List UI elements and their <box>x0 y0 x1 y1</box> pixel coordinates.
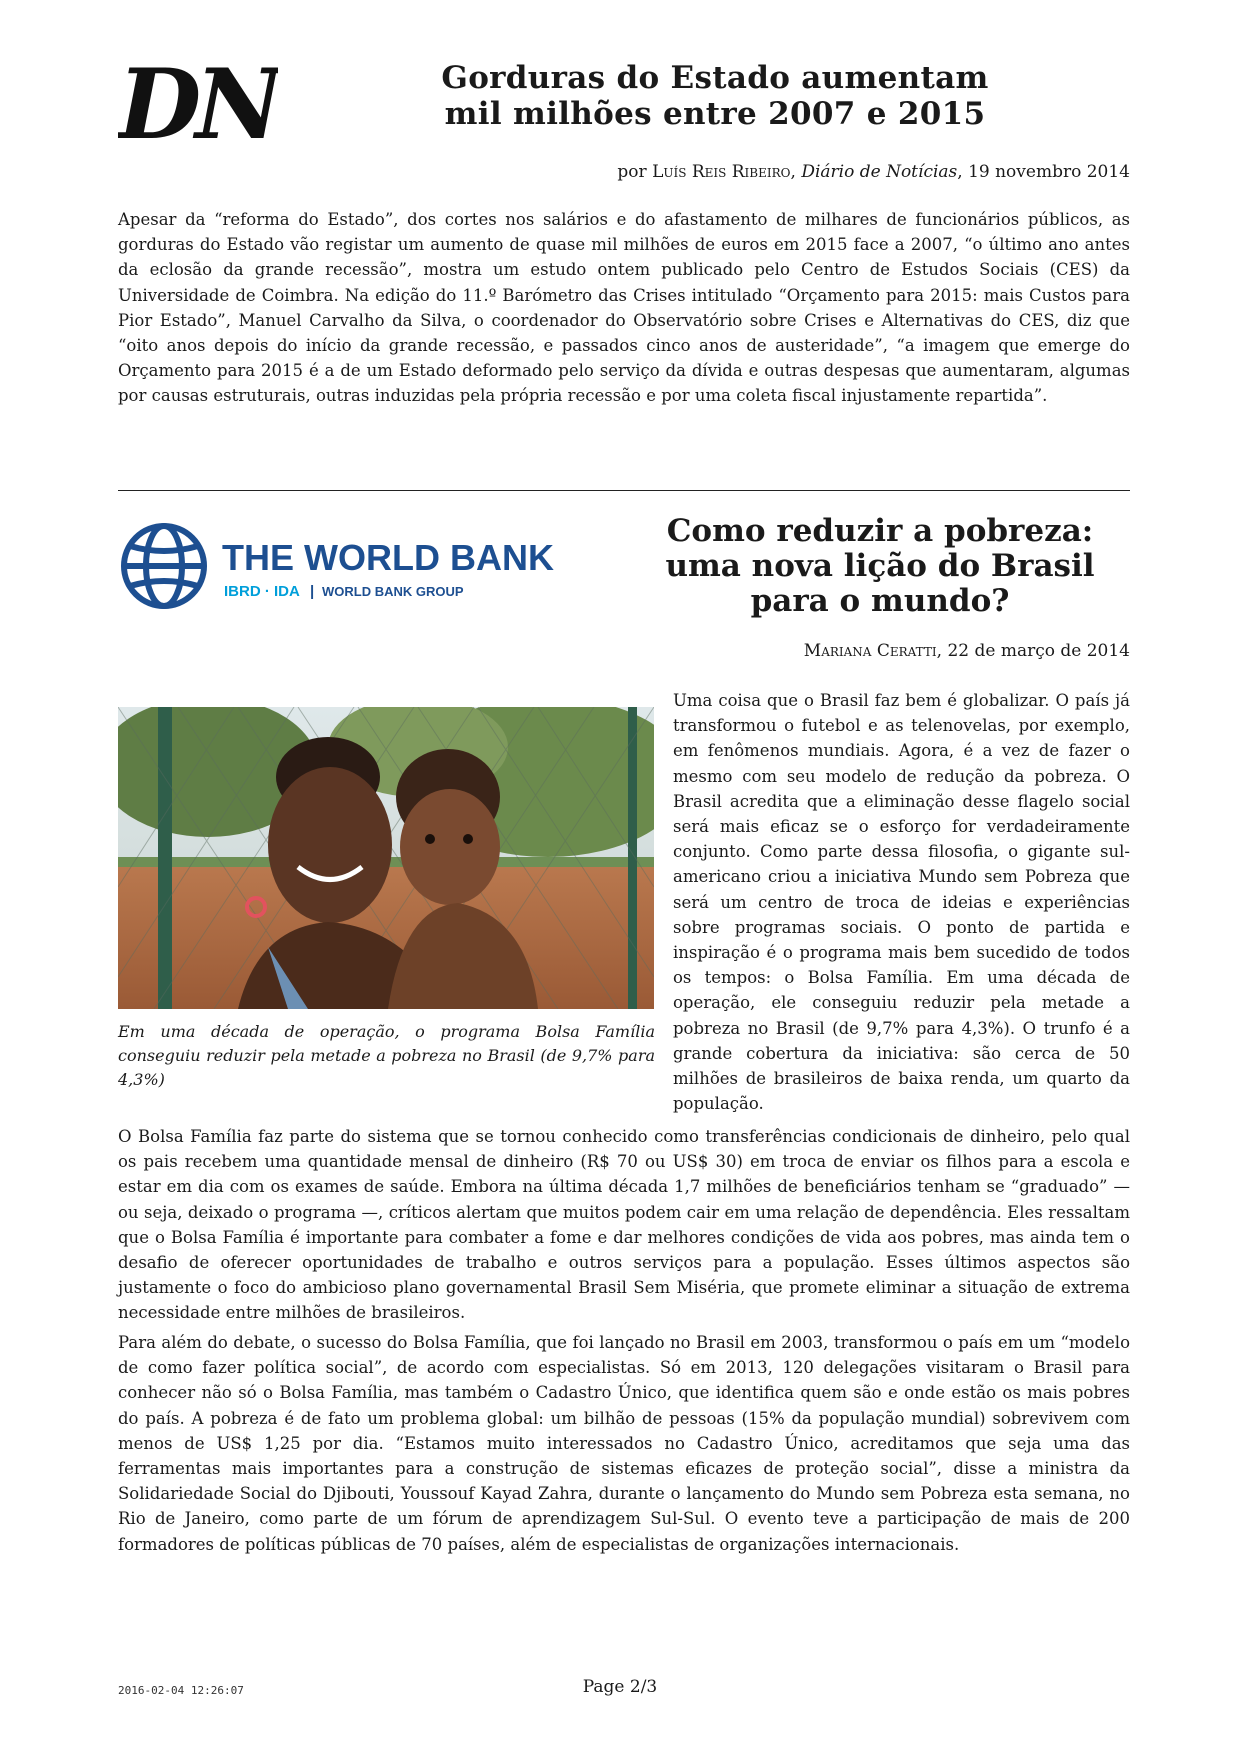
byline-separator: , <box>790 162 796 182</box>
dn-logo <box>118 56 278 152</box>
article1-title-line2: mil milhões entre 2007 e 2015 <box>444 96 986 132</box>
article1-date: , 19 novembro 2014 <box>957 162 1130 182</box>
article1-byline <box>400 162 1130 182</box>
article1-title-line1: Gorduras do Estado aumentam <box>441 60 989 96</box>
article2-paragraph-1: Uma coisa que o Brasil faz bem é globalizar. O país já transformou o futebol e as telenovelas, por exemplo, em fenômenos mundiais. Agora, é a vez de fazer o mesmo com seu modelo de redução da pobreza. O Brasil acredita que a eliminação desse flagelo social será mais eficaz se o esforço for verdadeiramente conjunto. Como parte dessa filosofia, o gigante sul-americano criou a iniciativa Mundo sem Pobreza que será um centro de troca de ideias e experiências sobre programas sociais. O ponto de partida e inspiração é o programa mais bem sucedido de todos os tempos: o Bolsa Família. Em uma década de operação, ele conseguiu reduzir pela metade a pobreza no Brasil (de 9,7% para 4,3%). O trunfo é a grande cobertura da iniciativa: são cerca de 50 milhões de brasileiros de baixa renda, um quarto da população. <box>673 691 1130 1114</box>
article2-title <box>620 514 1140 619</box>
article2-paragraph-2: O Bolsa Família faz parte do sistema que se tornou conhecido como transferências condicionais de dinheiro, pelo qual os pais recebem uma quantidade mensal de dinheiro (R$ 70 ou US$ 30) em troca de enviar os filhos para a escola e estar em dia com os exames de saúde. Embora na última década 1,7 milhões de beneficiários tenham se “graduado” — ou seja, deixado o programa —, críticos alertam que muitos podem cair em uma relação de dependência. Eles ressaltam que o Bolsa Família é importante para combater a fome e dar melhores condições de vida aos pobres, mas ainda tem o desafio de oferecer oportunidades de trabalho e outros serviços para a população. Esses últimos aspectos são justamente o foco do ambicioso plano governamental Brasil Sem Miséria, que promete eliminar a situação de extrema necessidade entre milhões de brasileiros. <box>118 1127 1130 1323</box>
page-number: Page 2/3 <box>582 1677 658 1697</box>
article1-title <box>380 60 1050 132</box>
dn-logo-text: DN <box>118 56 277 152</box>
footer-timestamp: 2016-02-04 12:26:07 <box>118 1684 244 1697</box>
world-bank-ibrd-ida: IBRD · IDA <box>224 583 300 600</box>
photo-caption: Em uma década de operação, o programa Bolsa Família conseguiu reduzir pela metade a pobreza no Brasil (de 9,7% para 4,3%) <box>118 1022 655 1089</box>
world-bank-logo <box>118 520 578 612</box>
world-bank-name: THE WORLD BANK <box>222 537 554 578</box>
article2-title-line3: para o mundo? <box>750 583 1010 619</box>
article1-publication: Diário de Notícias <box>801 162 958 182</box>
article1-body: Apesar da “reforma do Estado”, dos cortes nos salários e do afastamento de milhares de funcionários públicos, as gorduras do Estado vão registar um aumento de quase mil milhões de euros em 2015 face a 2007, “o último ano antes da eclosão da grande recessão”, mostra um estudo ontem publicado pelo Centro de Estudos Sociais (CES) da Universidade de Coimbra. Na edição do 11.º Barómetro das Crises intitulado “Orçamento para 2015: mais Custos para Pior Estado”, Manuel Carvalho da Silva, o coordenador do Observatório sobre Crises e Alternativas do CES, diz que “oito anos depois do início da grande recessão, e passados cinco anos de austeridade”, “a imagem que emerge do Orçamento para 2015 é a de um Estado deformado pelo serviço da dívida e outras despesas que aumentaram, algumas por causas estruturais, outras induzidas pela própria recessão e por uma coleta fiscal injustamente repartida”. <box>118 210 1130 406</box>
article-divider <box>118 490 1130 491</box>
article2-title-line1: Como reduzir a pobreza: <box>666 513 1094 549</box>
world-bank-group: WORLD BANK GROUP <box>322 584 464 599</box>
article2-author: Mariana Ceratti <box>803 641 937 661</box>
byline-prefix: por <box>617 162 647 182</box>
mother-child-photo <box>118 707 654 1009</box>
globe-icon <box>124 526 204 606</box>
article2-paragraph-3: Para além do debate, o sucesso do Bolsa Família, que foi lançado no Brasil em 2003, transformou o país em um “modelo de como fazer política social”, de acordo com especialistas. Só em 2013, 120 delegações visitaram o Brasil para conhecer não só o Bolsa Família, mas também o Cadastro Único, que identifica quem são e onde estão os mais pobres do país. A pobreza é de fato um problema global: um bilhão de pessoas (15% da população mundial) sobrevivem com menos de US$ 1,25 por dia. “Estamos muito interessados no Cadastro Único, acreditamos que seja uma das ferramentas mais importantes para a construção de sistemas eficazes de proteção social”, disse a ministra da Solidariedade Social do Djibouti, Youssouf Kayad Zahra, durante o lançamento do Mundo sem Pobreza esta semana, no Rio de Janeiro, como parte de um fórum de aprendizagem Sul-Sul. O evento teve a participação de mais de 200 formadores de políticas públicas de 70 países, além de especialistas de organizações internacionais. <box>118 1333 1130 1554</box>
article1-author: Luís Reis Ribeiro <box>652 162 791 182</box>
article2-date: , 22 de março de 2014 <box>936 641 1130 661</box>
article2-byline <box>620 641 1130 661</box>
article2-title-line2: uma nova lição do Brasil <box>665 548 1095 584</box>
world-bank-sub-separator: | <box>310 583 315 600</box>
